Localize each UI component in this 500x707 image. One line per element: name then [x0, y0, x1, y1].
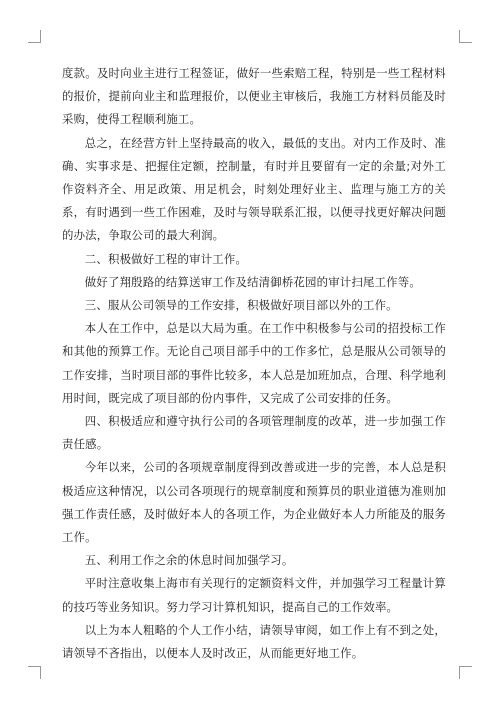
section-heading-reform: 四、积极适应和遵守执行公司的各项管理制度的改革，进一步加强工作责任感。 [62, 414, 446, 452]
paragraph-audit: 做好了翔殷路的结算送审工作及结清御桥花园的审计扫尾工作等。 [84, 274, 421, 289]
paragraph-study: 平时注意收集上海市有关现行的定额资料文件，并加强学习工程量计算的技巧等业务知识。努力学习计算机知识，提高自己的工作效率。 [62, 576, 446, 614]
paragraph-continuation: 度款。及时向业主进行工程签证，做好一些索赔工程，特别是一些工程材料的报价，提前向业主和监理报价，以便业主审核后，我施工方材料员能及时采购，使得工程顺利施工。 [62, 66, 446, 127]
section-heading-audit: 二、积极做好工程的审计工作。 [84, 251, 248, 266]
paragraph-obey: 本人在工作中，总是以大局为重。在工作中积极参与公司的招投标工作和其他的预算工作。无论自己项目部手中的工作多忙，总是服从公司领导的工作安排，当时项目部的事件比较多，本人总是加班加点，合理、科学地利用时间，既完成了项目部的份内事件，又完成了公司安排的任务。 [62, 321, 446, 405]
paragraph-closing: 以上为本人粗略的个人工作小结，请领导审阅，如工作上有不到之处，请领导不吝指出，以便本人及时改正，从而能更好地工作。 [62, 622, 446, 661]
crop-mark-top-right [459, 30, 472, 43]
paragraph-reform: 今年以来，公司的各项规章制度得到改善或进一步的完善，本人总是积极适应这种情况，以公司各项现行的规章制度和预算员的职业道德为准则加强工作责任感，及时做好本人的各项工作，为企业做好本人力所能及的服务工作。 [62, 460, 446, 545]
paragraph-summary: 总之，在经营方针上坚持最高的收入，最低的支出。对内工作及时、准确、实事求是、把握住定额，控制量，有时并且要留有一定的余量;对外工作资料齐全、用足政策、用足机会，时刻处理好业主、监理与施工方的关系，有时遇到一些工作困难，及时与领导联系汇报，以便寻找更好解决问题的办法，争取公司的最大利润。 [62, 135, 446, 243]
crop-mark-bottom-right [459, 666, 472, 679]
section-heading-study: 五、利用工作之余的休息时间加强学习。 [84, 553, 294, 568]
document-body [62, 62, 446, 665]
crop-mark-top-left [28, 30, 41, 43]
section-heading-obey: 三、服从公司领导的工作安排，积极做好项目部以外的工作。 [84, 298, 398, 313]
crop-mark-bottom-left [28, 666, 41, 679]
